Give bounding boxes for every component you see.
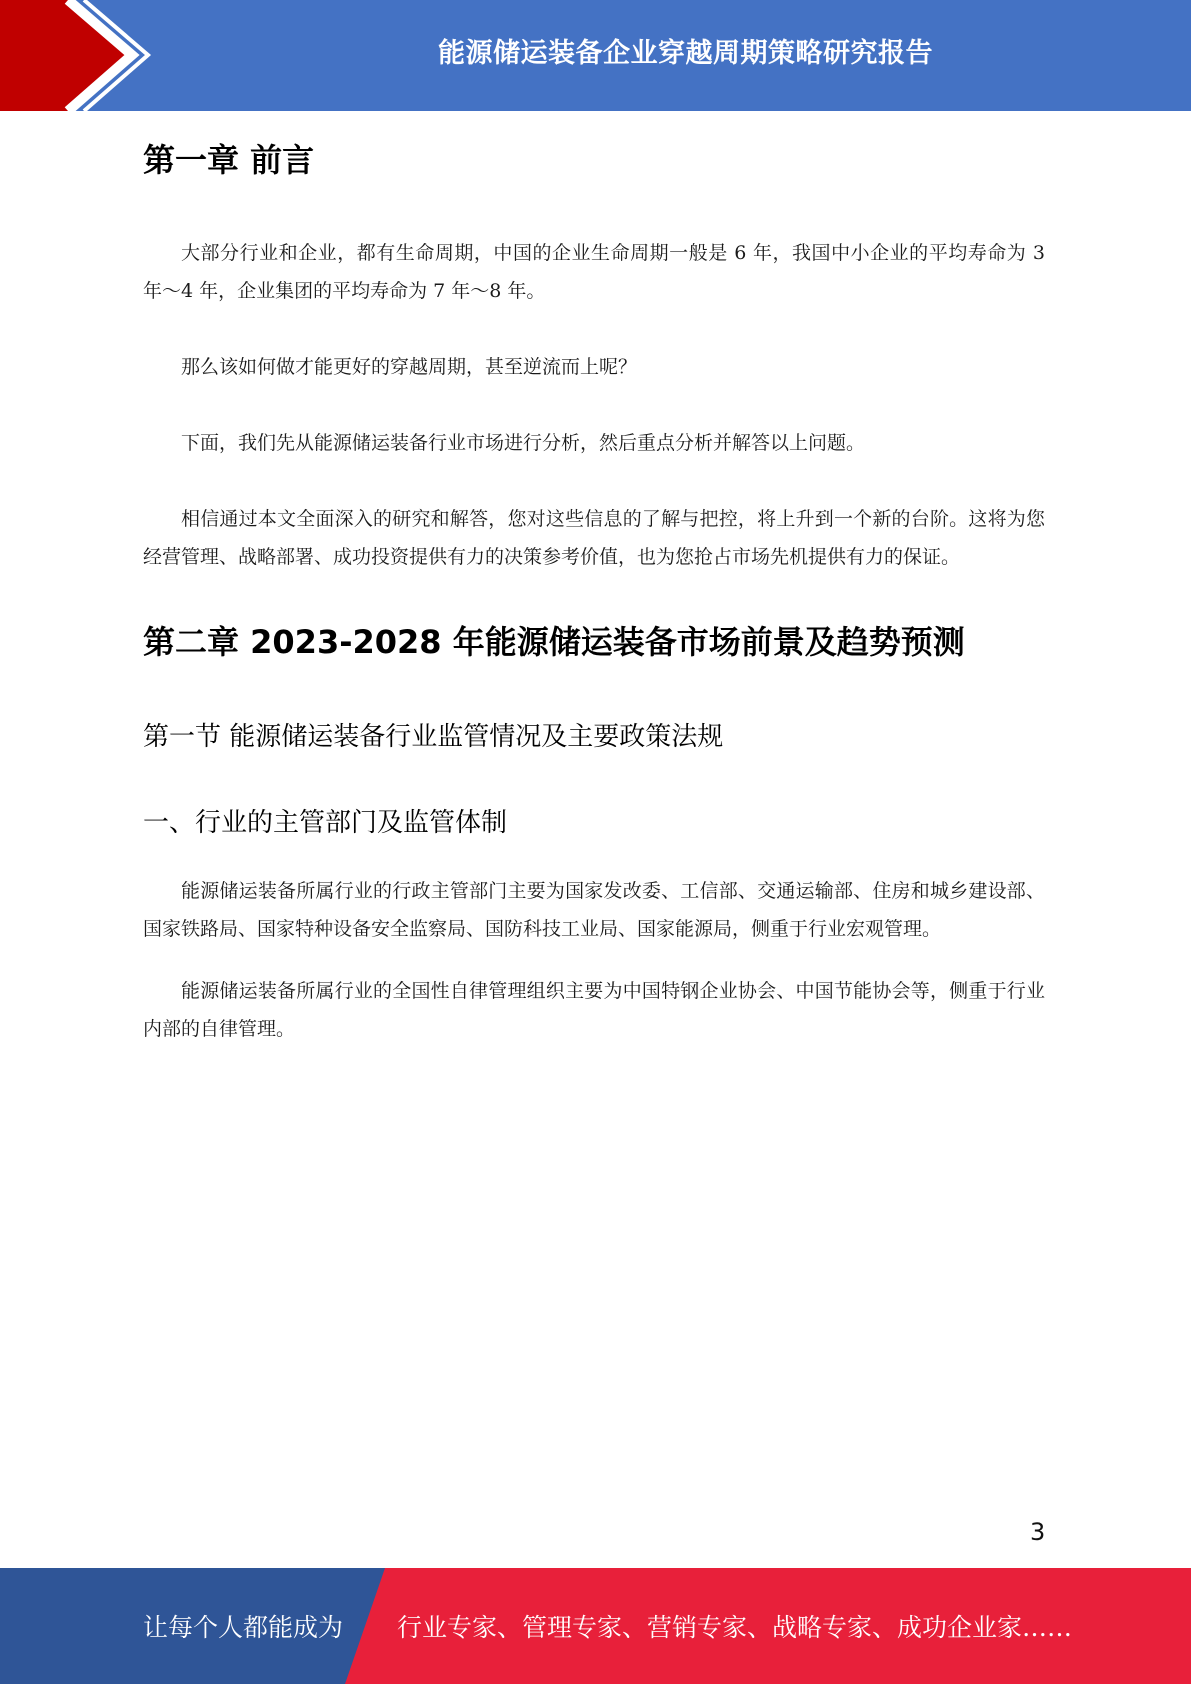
page-number: 3: [1030, 1518, 1046, 1546]
footer-slogan-left: 让每个人都能成为: [143, 1613, 344, 1642]
section-1-title: 第一节 能源储运装备行业监管情况及主要政策法规: [143, 722, 724, 752]
chapter-2-title: 第二章 2023-2028 年能源储运装备市场前景及趋势预测: [143, 623, 965, 661]
chapter-1-paragraph-2: 那么该如何做才能更好的穿越周期，甚至逆流而上呢？: [181, 356, 638, 378]
footer-banner: [0, 1568, 1191, 1684]
subsection-1-title: 一、行业的主管部门及监管体制: [143, 808, 508, 838]
chapter-1-paragraph-4: 相信通过本文全面深入的研究和解答，您对这些信息的了解与把控，将上升到一个新的台阶。这将为您经营管理、战略部署、成功投资提供有力的决策参考价值，也为您抢占市场先机提供有力的保证。: [143, 508, 1045, 568]
footer-slogan-right: 行业专家、管理专家、营销专家、战略专家、成功企业家……: [397, 1613, 1073, 1642]
document-title: 能源储运装备企业穿越周期策略研究报告: [438, 37, 933, 69]
header-banner: [0, 0, 1191, 111]
subsection-1-paragraph-2: 能源储运装备所属行业的全国性自律管理组织主要为中国特钢企业协会、中国节能协会等，侧重于行业内部的自律管理。: [143, 980, 1045, 1040]
document-body: [143, 130, 1045, 1048]
chapter-1-title: 第一章 前言: [143, 141, 315, 179]
chapter-1-paragraph-3: 下面，我们先从能源储运装备行业市场进行分析，然后重点分析并解答以上问题。: [181, 432, 866, 454]
chapter-1-paragraph-1: 大部分行业和企业，都有生命周期，中国的企业生命周期一般是 6 年，我国中小企业的平均寿命为 3 年～4 年，企业集团的平均寿命为 7 年～8 年。: [143, 242, 1045, 302]
subsection-1-paragraph-1: 能源储运装备所属行业的行政主管部门主要为国家发改委、工信部、交通运输部、住房和城乡建设部、国家铁路局、国家特种设备安全监察局、国防科技工业局、国家能源局，侧重于行业宏观管理。: [143, 880, 1045, 940]
